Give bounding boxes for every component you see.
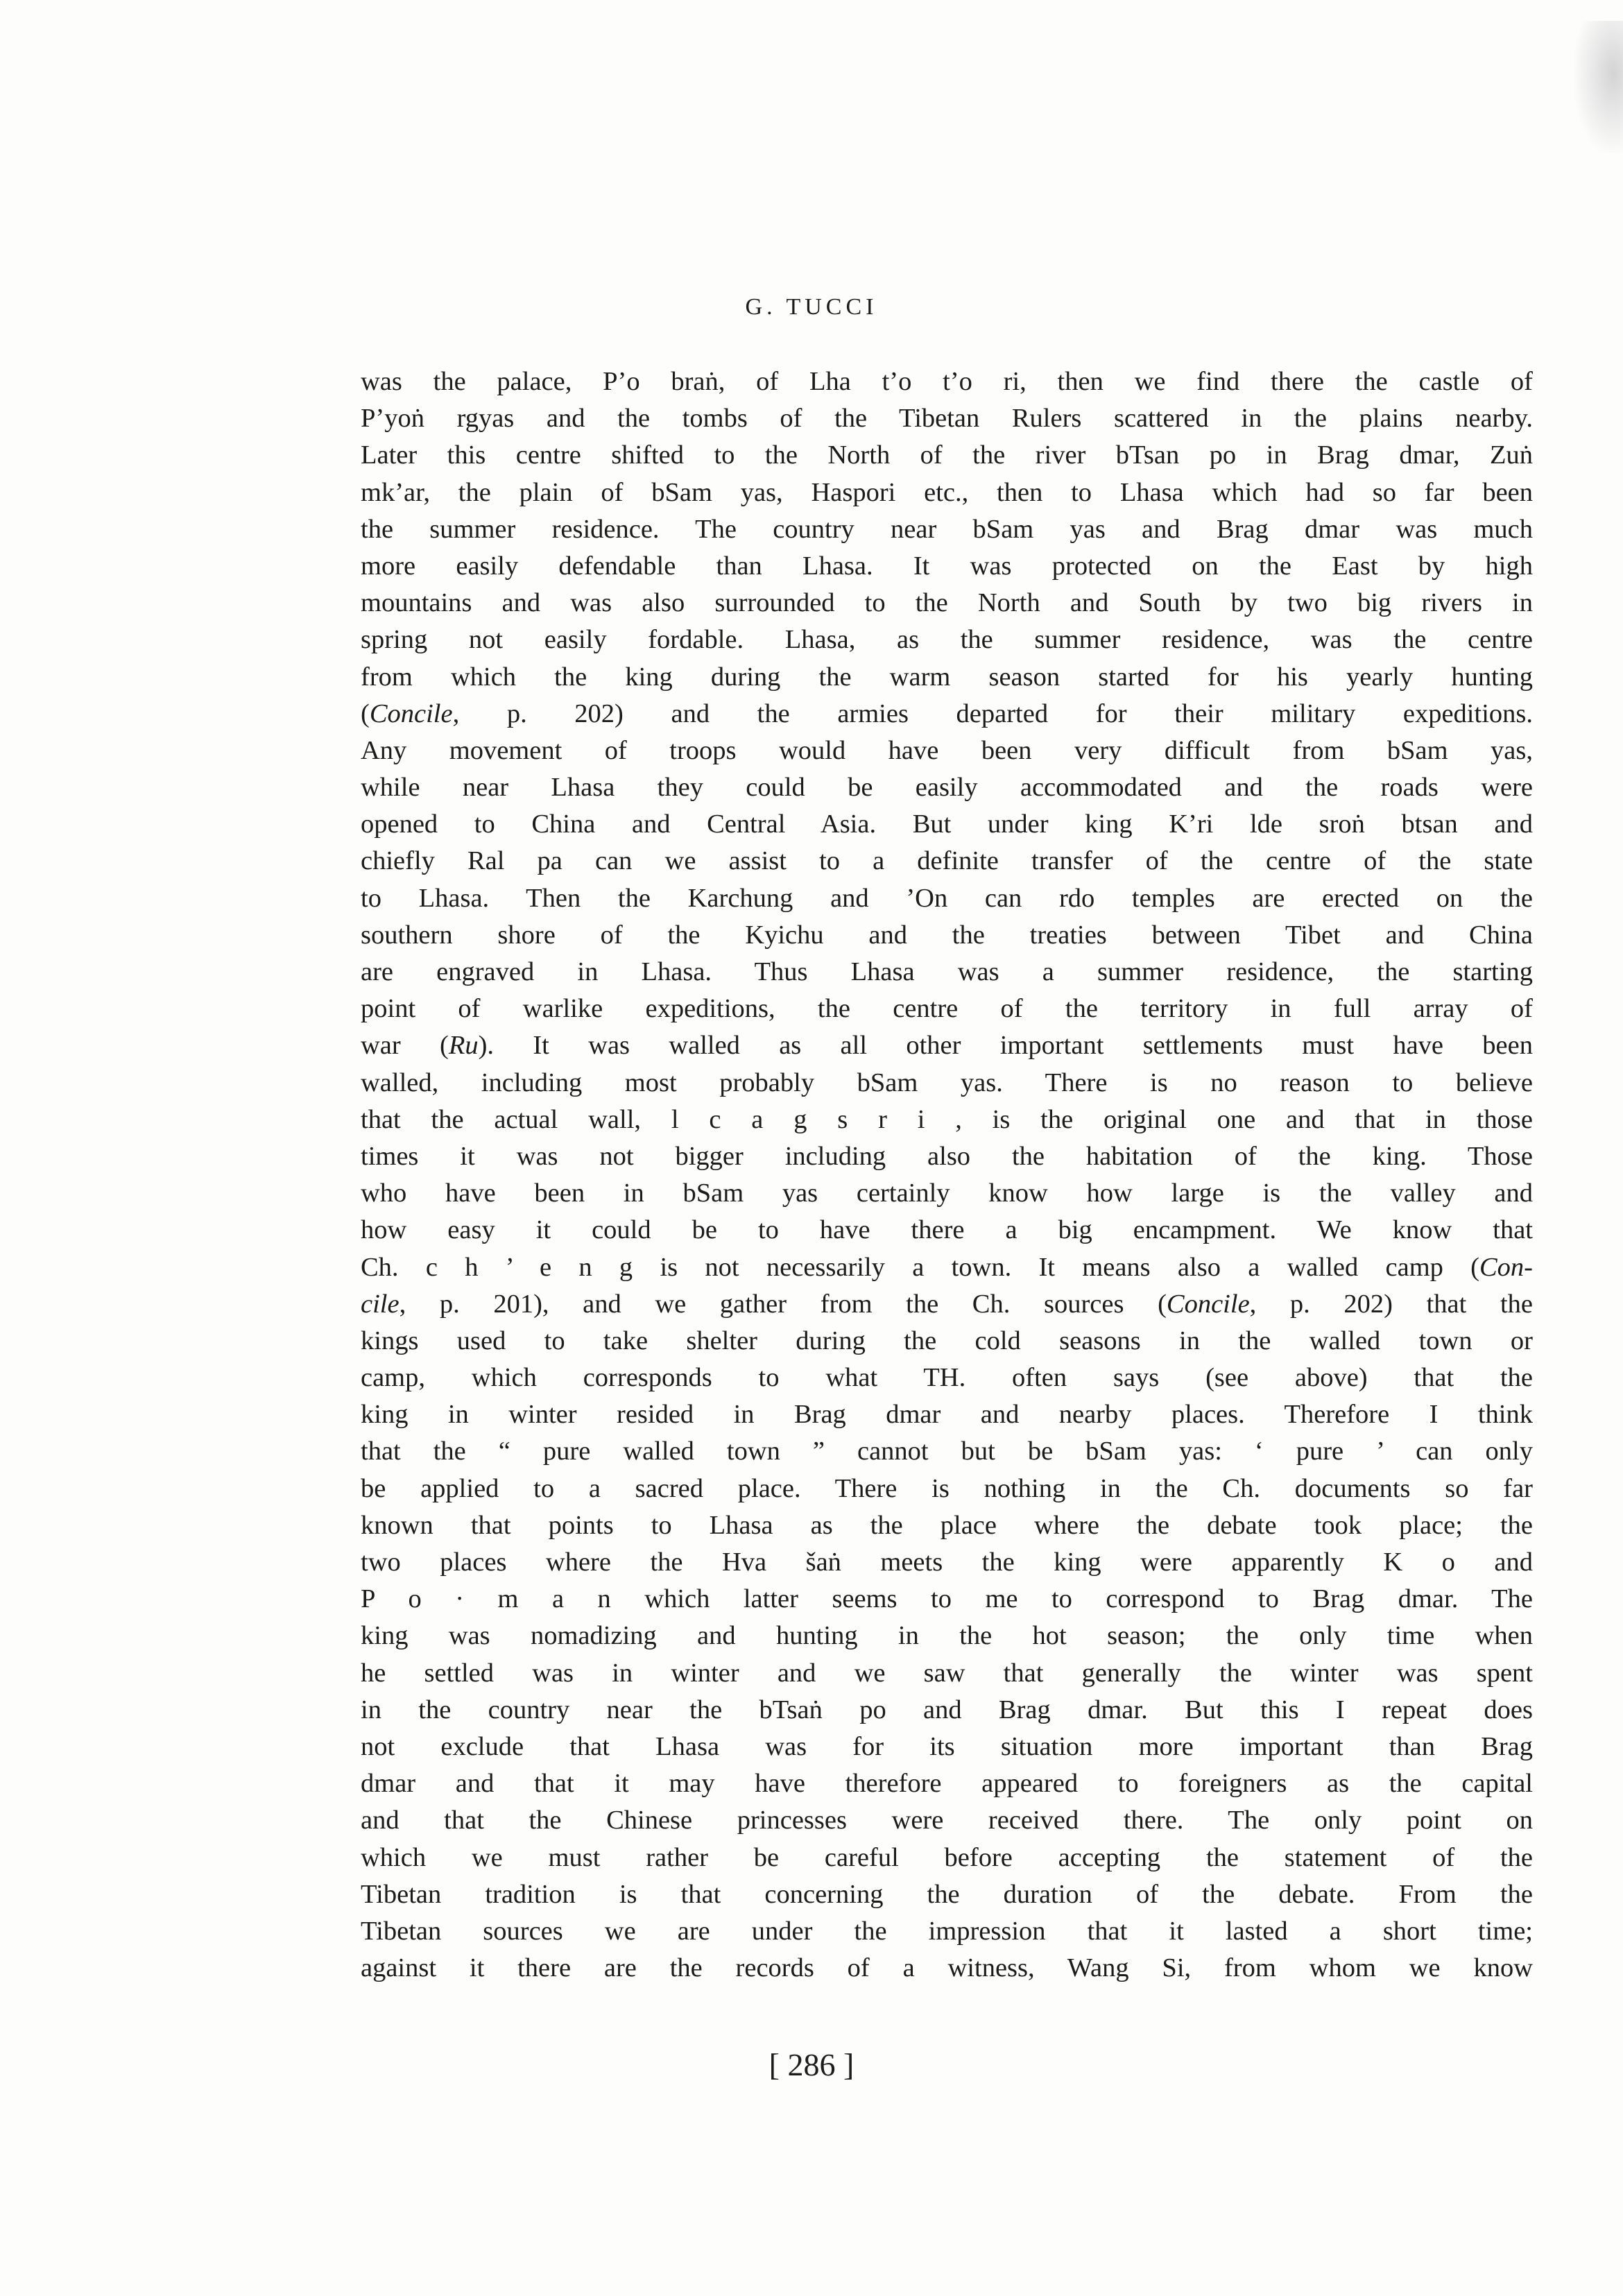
text-line: P’yoṅ rgyas and the tombs of the Tibetan Rulers scattered in the plains nearby. xyxy=(361,404,1533,434)
text-line: mk’ar, the plain of bSam yas, Haspori etc., then to Lhasa which had so far been xyxy=(361,477,1533,507)
text-line: from which the king during the warm season started for his yearly hunting xyxy=(361,662,1533,692)
text-line: in the country near the bTsaṅ po and Brag dmar. But this I repeat does xyxy=(361,1695,1533,1724)
text-line: camp, which corresponds to what TH. often says (see above) that the xyxy=(361,1363,1533,1393)
text-line: how easy it could be to have there a big encampment. We know that xyxy=(361,1215,1533,1245)
text-line: who have been in bSam yas certainly know how large is the valley and xyxy=(361,1179,1533,1208)
text-line: P o · m a n which latter seems to me to correspond to Brag dmar. The xyxy=(361,1584,1533,1614)
text-line: chiefly Ral pa can we assist to a definite transfer of the centre of the state xyxy=(361,846,1533,876)
text-line: Ch. c h ’ e n g is not necessarily a town. It means also a walled camp (Con- xyxy=(361,1252,1533,1282)
text-line: war (Ru). It was walled as all other important settlements must have been xyxy=(361,1031,1533,1061)
text-line: kings used to take shelter during the cold seasons in the walled town or xyxy=(361,1326,1533,1355)
text-line: are engraved in Lhasa. Thus Lhasa was a summer residence, the starting xyxy=(361,957,1533,986)
text-line: dmar and that it may have therefore appeared to foreigners as the capital xyxy=(361,1769,1533,1799)
text-line: king in winter resided in Brag dmar and nearby places. Therefore I think xyxy=(361,1400,1533,1430)
text-line: more easily defendable than Lhasa. It was protected on the East by high xyxy=(361,551,1533,581)
text-line: that the actual wall, l c a g s r i , is the original one and that in those xyxy=(361,1104,1533,1134)
text-line: Tibetan tradition is that concerning the duration of the debate. From the xyxy=(361,1879,1533,1909)
text-line: Tibetan sources we are under the impression that it lasted a short time; xyxy=(361,1916,1533,1946)
text-line: to Lhasa. Then the Karchung and ’On can rdo temples are erected on the xyxy=(361,883,1533,913)
text-line: times it was not bigger including also the habitation of the king. Those xyxy=(361,1141,1533,1171)
text-line: while near Lhasa they could be easily accommodated and the roads were xyxy=(361,773,1533,803)
running-head-author: G. TUCCI xyxy=(745,294,878,320)
text-line: walled, including most probably bSam yas. There is no reason to believe xyxy=(361,1068,1533,1097)
text-line: which we must rather be careful before accepting the statement of the xyxy=(361,1842,1533,1872)
text-line: be applied to a sacred place. There is nothing in the Ch. documents so far xyxy=(361,1473,1533,1503)
text-line: king was nomadizing and hunting in the hot season; the only time when xyxy=(361,1621,1533,1651)
text-line: spring not easily fordable. Lhasa, as the summer residence, was the centre xyxy=(361,625,1533,655)
text-line: was the palace, P’o braṅ, of Lha t’o t’o ri, then we find there the castle of xyxy=(361,367,1533,396)
text-line: southern shore of the Kyichu and the treaties between Tibet and China xyxy=(361,920,1533,950)
page-number: [ 286 ] xyxy=(768,2047,855,2082)
text-line: two places where the Hva šaṅ meets the king were apparently K o and xyxy=(361,1548,1533,1577)
text-line: Any movement of troops would have been very difficult from bSam yas, xyxy=(361,735,1533,765)
text-line: against it there are the records of a witness, Wang Si, from whom we know xyxy=(361,1953,1533,1983)
text-line: opened to China and Central Asia. But under king K’ri lde sroṅ btsan and xyxy=(361,809,1533,839)
text-line: not exclude that Lhasa was for its situation more important than Brag xyxy=(361,1731,1533,1761)
body-text xyxy=(361,363,1533,1987)
text-line: (Concile, p. 202) and the armies departed for their military expeditions. xyxy=(361,699,1533,728)
text-line: mountains and was also surrounded to the North and South by two big rivers in xyxy=(361,588,1533,618)
text-line: cile, p. 201), and we gather from the Ch. sources (Concile, p. 202) that the xyxy=(361,1289,1533,1319)
text-line: known that points to Lhasa as the place where the debate took place; the xyxy=(361,1510,1533,1540)
scan-artifact xyxy=(1574,21,1623,153)
text-line: point of warlike expeditions, the centre of the territory in full array of xyxy=(361,994,1533,1024)
text-line: the summer residence. The country near bSam yas and Brag dmar was much xyxy=(361,514,1533,544)
text-line: and that the Chinese princesses were received there. The only point on xyxy=(361,1806,1533,1835)
text-line: he settled was in winter and we saw that generally the winter was spent xyxy=(361,1658,1533,1688)
text-line: that the “ pure walled town ” cannot but be bSam yas: ‘ pure ’ can only xyxy=(361,1437,1533,1466)
text-line: Later this centre shifted to the North of the river bTsan po in Brag dmar, Zuṅ xyxy=(361,440,1533,470)
